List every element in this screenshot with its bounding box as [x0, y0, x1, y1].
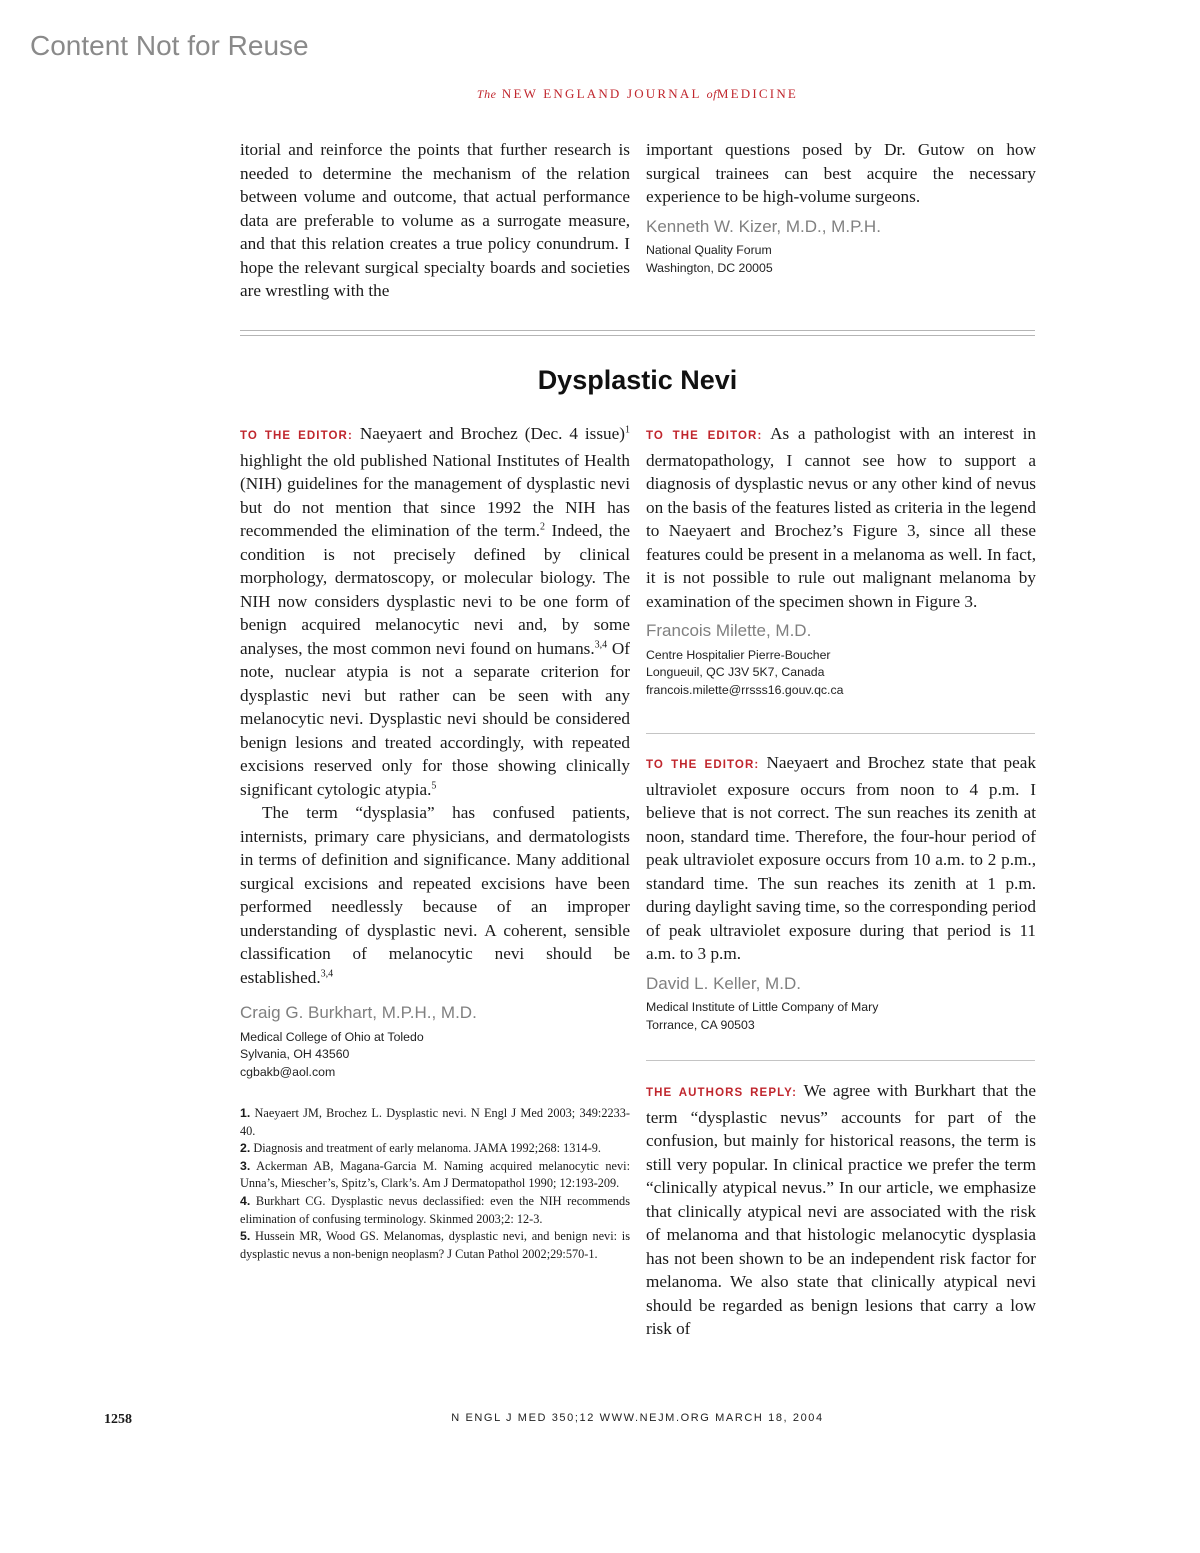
to-the-editor-kicker: TO THE EDITOR: — [646, 430, 763, 442]
affiliation-kizer — [646, 242, 1036, 277]
affiliation-line: Sylvania, OH 43560 — [240, 1047, 350, 1061]
reference-number: 1. — [240, 1106, 251, 1120]
text-run: Of note, nuclear atypia is not a separate criterion for dysplastic nevi but rather can be seen with any melanocytic nevi. Dysplastic nevi should be considered benign lesions and treated accordingly, with repeated excisions reserved only for those showing clinically significant cytologic atypia. — [240, 638, 630, 799]
authors-reply-paragraph — [646, 1079, 1036, 1341]
affiliation-burkhart — [240, 1029, 630, 1082]
running-head-of: of — [706, 87, 717, 101]
reference-item — [240, 1193, 630, 1228]
journal-footer: N ENGL J MED 350;12 WWW.NEJM.ORG MARCH 18, 2004 — [451, 1412, 824, 1424]
watermark: Content Not for Reuse — [30, 30, 309, 61]
signature-kizer: Kenneth W. Kizer, M.D., M.P.H. — [646, 216, 881, 236]
signature-burkhart: Craig G. Burkhart, M.P.H., M.D. — [240, 1003, 477, 1022]
to-the-editor-kicker: TO THE EDITOR: — [646, 759, 760, 771]
citation-superscript: 2 — [540, 521, 546, 533]
section-divider — [240, 330, 1035, 336]
citation-superscript: 3,4 — [320, 967, 334, 979]
citation-superscript: 5 — [431, 779, 437, 791]
reference-item — [240, 1158, 630, 1193]
reference-item — [240, 1105, 630, 1140]
references-list — [240, 1105, 630, 1263]
affiliation-line: Centre Hospitalier Pierre-Boucher — [646, 647, 831, 662]
running-head-main: NEW ENGLAND JOURNAL — [501, 86, 702, 101]
section-title: Dysplastic Nevi — [537, 365, 738, 395]
reference-item — [240, 1228, 630, 1263]
affiliation-milette — [646, 647, 1036, 700]
text-run: The term “dysplasia” has confused patients, internists, primary care physicians, and dermatologists in terms of definition and significance. Many additional surgical excisions and repeated excisions have been performed needlessly because of an improper understanding of dysplastic nevi. A coherent, sensible classification of melanocytic nevi should be established. — [240, 803, 630, 987]
top-right-paragraph: important questions posed by Dr. Gutow on how surgical trainees can best acquire the necessary experience to be high-volume surgeons. — [646, 140, 1036, 206]
running-head-the: The — [476, 87, 497, 101]
text-run: Naeyaert and Brochez state that peak ultraviolet exposure occurs from noon to 4 p.m. I believe that is not correct. The sun reaches its zenith at noon, standard time. Therefore, the four-hour period of peak ultraviolet exposure occurs from 10 a.m. to 2 p.m., standard time. The sun reaches its zenith at 1 p.m. during daylight saving time, so the corresponding period of peak ultraviolet exposure during that period is 11 a.m. to 3 p.m. — [646, 753, 1037, 963]
text-run: As a pathologist with an interest in dermatopathology, I cannot see how to support a diagnosis of dysplastic nevus or any other kind of nevus on the basis of the features listed as criteria in the legend to Naeyaert and Brochez’s Figure 3, since all these features could be present in a melanoma as well. In fact, it is not possible to rule out malignant melanoma by examination of the specimen shown in Figure 3. — [646, 424, 1036, 611]
reference-text: Ackerman AB, Magana-Garcia M. Naming acquired melanocytic nevi: Unna’s, Miescher’s, Spitz’s, Clark’s. Am J Dermatopathol 1990; 12:193-209. — [240, 1158, 630, 1191]
letter-milette-paragraph — [646, 422, 1036, 613]
reference-text: Diagnosis and treatment of early melanoma. JAMA 1992;268: 1314-9. — [253, 1141, 602, 1156]
letter-burkhart-paragraph-1 — [240, 422, 630, 801]
text-run: highlight the old published National Institutes of Health (NIH) guidelines for the management of dysplastic nevi but do not mention that since 1992 the NIH has recommended the elimination of the term. — [240, 450, 630, 540]
affiliation-line: Longueuil, QC J3V 5K7, Canada — [646, 665, 825, 679]
running-head-tail: MEDICINE — [716, 86, 799, 101]
top-left-paragraph: itorial and reinforce the points that further research is needed to determine the mechanism of the relation between volume and outcome, that actual performance data are preferable to volume as a surrogate measure, and that this relation creates a true policy conundrum. I hope the relevant surgical specialty boards and societies are wrestling with the — [240, 140, 630, 300]
text-run: We agree with Burkhart that the term “dysplastic nevus” accounts for part of the confusion, but mainly for historical reasons, the term is still very popular. In clinical practice we prefer the term “clinically atypical nevus.” In our article, we emphasize that clinically atypical nevi are associated with the risk of melanoma and that histologic melanocytic dysplasia has not been shown to be an independent risk factor for melanoma. We also state that clinically atypical nevi should be regarded as benign lesions that carry a low risk of — [646, 1081, 1037, 1338]
letter-keller — [646, 751, 1036, 1034]
running-head — [0, 86, 1200, 102]
letter-burkhart — [240, 422, 630, 1081]
reference-number: 4. — [240, 1193, 251, 1208]
letter-keller-paragraph — [646, 751, 1036, 966]
letter-separator — [646, 733, 1035, 734]
text-run: Indeed, the condition is not precisely defined by clinical morphology, dermatoscopy, or molecular biology. The NIH now considers dysplastic nevi to be one form of benign acquired melanocytic nevi and, by some analyses, the most common nevi found on humans. — [240, 521, 630, 658]
affiliation-line: Washington, DC 20005 — [646, 260, 773, 275]
reference-number: 3. — [240, 1158, 251, 1173]
top-right-column — [646, 138, 1036, 277]
signature-keller: David L. Keller, M.D. — [646, 973, 801, 993]
affiliation-line: Torrance, CA 90503 — [646, 1017, 755, 1032]
top-left-column — [240, 138, 630, 303]
letter-milette — [646, 422, 1036, 699]
reference-text: Burkhart CG. Dysplastic nevus declassified: even the NIH recommends elimination of confusing terminology. Skinmed 2003;2: 12-3. — [240, 1193, 630, 1226]
text-run: Naeyaert and Brochez (Dec. 4 issue) — [352, 424, 625, 443]
affiliation-keller — [646, 999, 1036, 1034]
letter-burkhart-paragraph-2 — [240, 801, 630, 989]
citation-superscript: 1 — [625, 424, 630, 436]
authors-reply-kicker: THE AUTHORS REPLY: — [646, 1087, 798, 1099]
reference-number: 2. — [240, 1141, 251, 1156]
affiliation-line: National Quality Forum — [646, 243, 772, 257]
reference-number: 5. — [240, 1229, 251, 1244]
letter-separator — [646, 1060, 1035, 1061]
affiliation-line: Medical Institute of Little Company of Mary — [646, 1000, 879, 1014]
signature-milette: Francois Milette, M.D. — [646, 621, 812, 640]
reference-item — [240, 1140, 630, 1158]
authors-reply — [646, 1079, 1036, 1341]
affiliation-email[interactable]: francois.milette@rrsss16.gouv.qc.ca — [646, 682, 844, 697]
reference-text: Naeyaert JM, Brochez L. Dysplastic nevi. N Engl J Med 2003; 349:2233-40. — [240, 1106, 631, 1138]
affiliation-line: Medical College of Ohio at Toledo — [240, 1029, 424, 1044]
affiliation-email[interactable]: cgbakb@aol.com — [240, 1064, 336, 1079]
reference-text: Hussein MR, Wood GS. Melanomas, dysplastic nevi, and benign nevi: is dysplastic nevus a non-benign neoplasm? J Cutan Pathol 2002;29:570-1. — [240, 1229, 630, 1261]
to-the-editor-kicker: TO THE EDITOR: — [240, 430, 353, 442]
citation-superscript: 3,4 — [594, 638, 608, 650]
page-number: 1258 — [104, 1412, 132, 1427]
